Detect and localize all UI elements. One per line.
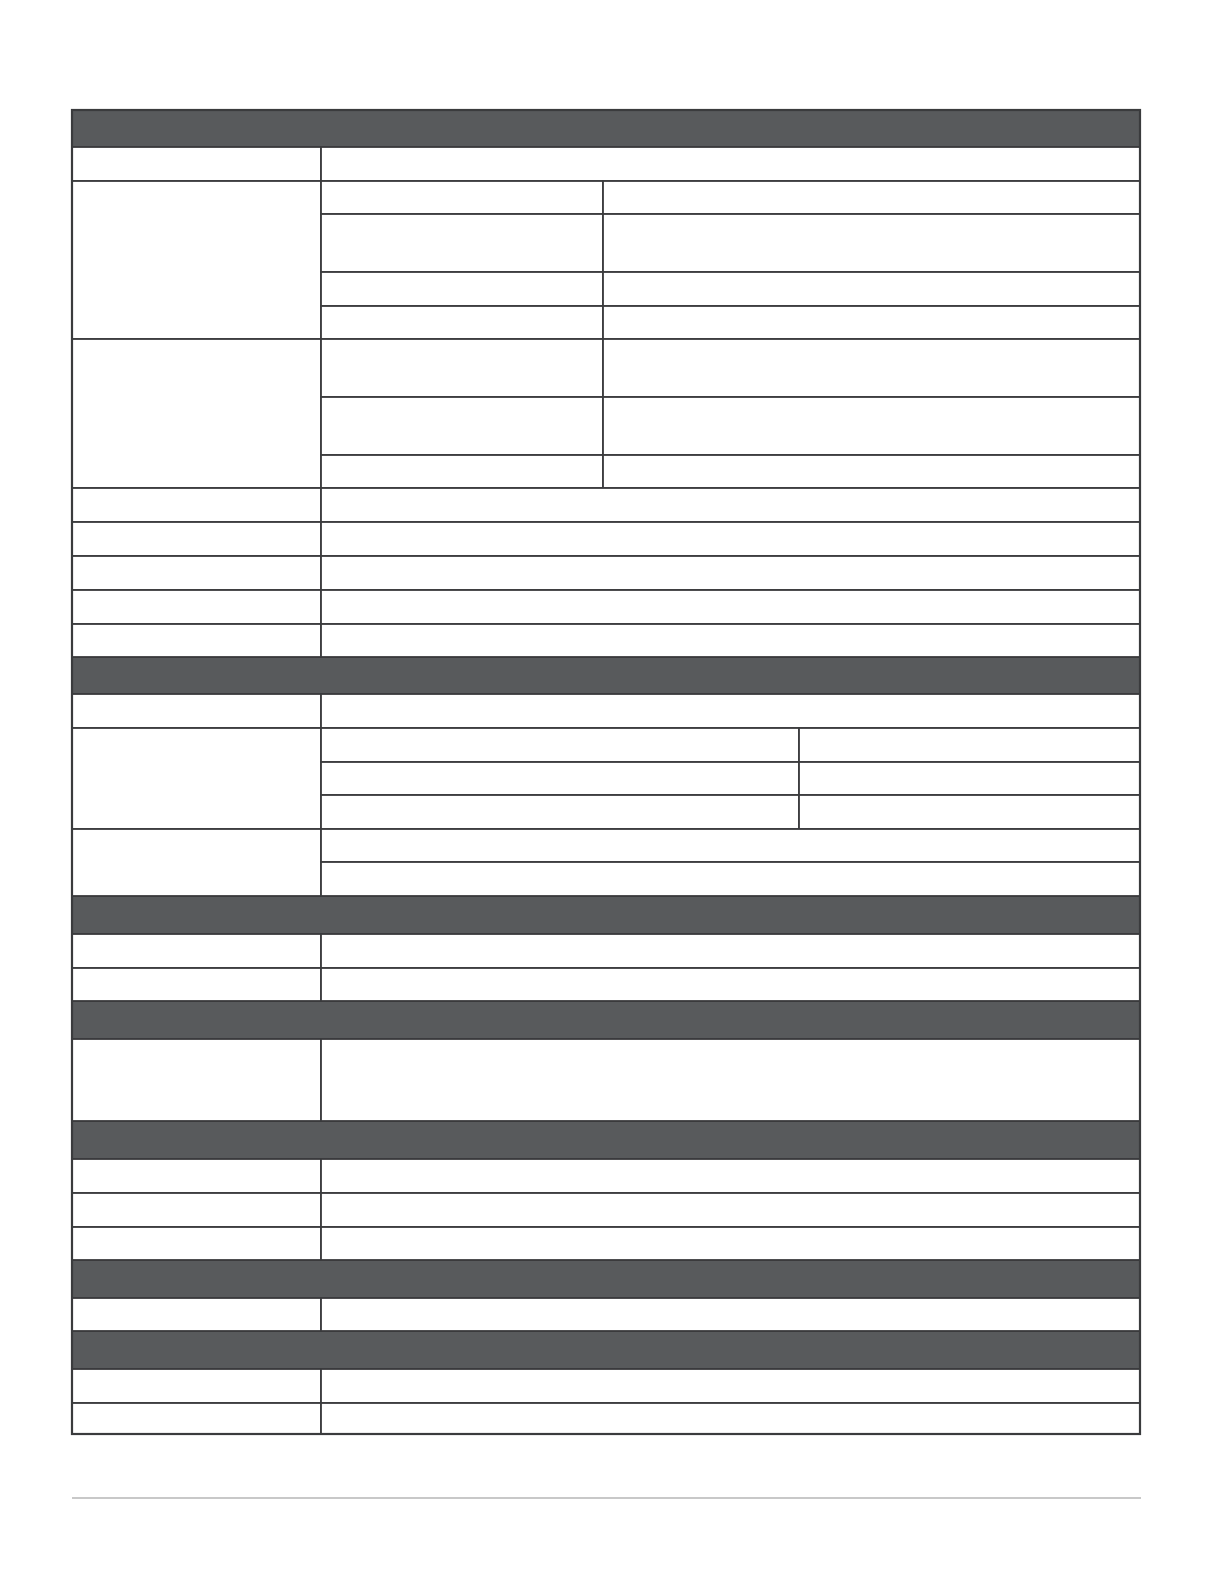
form-cell-24 <box>321 556 1140 590</box>
section-header-7 <box>72 1331 1140 1369</box>
form-cell-44 <box>321 968 1140 1001</box>
form-cell-35 <box>799 762 1140 795</box>
section-header-3 <box>72 896 1140 934</box>
form-cell-51 <box>72 1227 321 1260</box>
section-header-5 <box>72 1121 1140 1159</box>
section-header-6 <box>72 1260 1140 1298</box>
form-cell-15 <box>321 397 603 455</box>
form-cell-53 <box>72 1298 321 1331</box>
form-cell-56 <box>321 1369 1140 1403</box>
form-cell-31 <box>72 728 321 829</box>
form-cell-34 <box>321 762 799 795</box>
form-cell-54 <box>321 1298 1140 1331</box>
form-cell-47 <box>72 1159 321 1193</box>
form-cell-10 <box>321 306 603 339</box>
form-cell-43 <box>72 968 321 1001</box>
form-cell-16 <box>603 397 1140 455</box>
form-cell-52 <box>321 1227 1140 1260</box>
section-header-4 <box>72 1001 1140 1039</box>
form-cell-42 <box>321 934 1140 968</box>
form-cell-32 <box>321 728 799 762</box>
form-cell-27 <box>72 624 321 657</box>
form-cell-46 <box>321 1039 1140 1121</box>
form-cell-57 <box>72 1403 321 1434</box>
form-cell-55 <box>72 1369 321 1403</box>
form-cell-2 <box>321 147 1140 181</box>
form-cell-6 <box>321 214 603 272</box>
form-cell-37 <box>799 795 1140 829</box>
form-cell-48 <box>321 1159 1140 1193</box>
form-cell-58 <box>321 1403 1140 1434</box>
form-cell-33 <box>799 728 1140 762</box>
form-cell-17 <box>321 455 603 488</box>
form-cell-19 <box>72 488 321 522</box>
form-cell-8 <box>321 272 603 306</box>
form-cell-45 <box>72 1039 321 1121</box>
section-header-1 <box>72 110 1140 147</box>
form-cell-1 <box>72 147 321 181</box>
form-cell-13 <box>321 339 603 397</box>
form-cell-49 <box>72 1193 321 1227</box>
form-cells <box>72 147 1140 1434</box>
form-cell-50 <box>321 1193 1140 1227</box>
form-cell-20 <box>321 488 1140 522</box>
form-cell-29 <box>72 694 321 728</box>
form-cell-12 <box>72 339 321 488</box>
form-cell-25 <box>72 590 321 624</box>
form-cell-28 <box>321 624 1140 657</box>
form-cell-5 <box>603 181 1140 214</box>
form-cell-36 <box>321 795 799 829</box>
form-cell-22 <box>321 522 1140 556</box>
form-cell-18 <box>603 455 1140 488</box>
form-cell-9 <box>603 272 1140 306</box>
form-cell-41 <box>72 934 321 968</box>
form-cell-40 <box>321 862 1140 896</box>
form-cell-3 <box>72 181 321 339</box>
form-cell-30 <box>321 694 1140 728</box>
form-cell-23 <box>72 556 321 590</box>
form-cell-26 <box>321 590 1140 624</box>
form-cell-38 <box>72 829 321 896</box>
form-cell-11 <box>603 306 1140 339</box>
section-header-2 <box>72 657 1140 694</box>
form-cell-14 <box>603 339 1140 397</box>
form-cell-7 <box>603 214 1140 272</box>
form-cell-21 <box>72 522 321 556</box>
form-cell-4 <box>321 181 603 214</box>
form-cell-39 <box>321 829 1140 862</box>
